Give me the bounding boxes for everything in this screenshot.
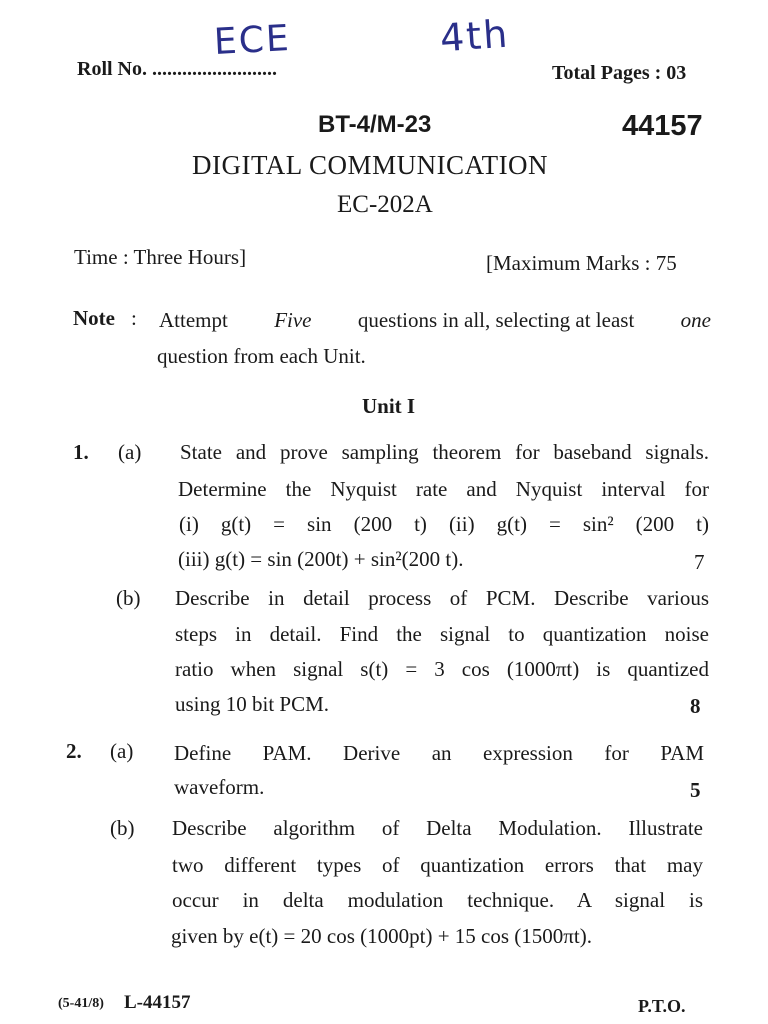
note-line-1 xyxy=(159,308,711,333)
question-2b-line-2: two different types of quantization errors that may xyxy=(172,853,703,877)
note-colon: : xyxy=(131,306,137,330)
exam-duration: Time : Three Hours] xyxy=(74,245,247,269)
question-2b-line-4: given by e(t) = 20 cos (1000pt) + 15 cos (1500πt). xyxy=(171,924,592,948)
question-1a-line-3: (i) g(t) = sin (200 t) (ii) g(t) = sin² (200 t) xyxy=(179,512,709,536)
note-five: Five xyxy=(274,308,312,332)
question-2a-line-1: Define PAM. Derive an expression for PAM xyxy=(174,741,704,765)
unit-heading: Unit I xyxy=(362,394,416,418)
question-1b-line-4: using 10 bit PCM. xyxy=(175,692,330,716)
question-2b-line-3: occur in delta modulation technique. A signal is xyxy=(172,888,703,912)
roll-number-field: Roll No. ......................... xyxy=(77,58,277,80)
handwritten-semester: 4th xyxy=(438,11,511,61)
note-selecting: questions in all, selecting at least xyxy=(357,308,635,332)
question-1a-label: (a) xyxy=(118,440,142,464)
question-1b-line-3: ratio when signal s(t) = 3 cos (1000πt) is quantized xyxy=(175,657,709,681)
paper-code: BT-4/M-23 xyxy=(318,111,432,138)
question-1b-line-2: steps in detail. Find the signal to quantization noise xyxy=(175,622,709,646)
question-1-number: 1. xyxy=(73,440,89,464)
note-attempt: Attempt xyxy=(159,308,228,332)
maximum-marks: [Maximum Marks : 75 xyxy=(486,251,677,275)
question-1a-line-2: Determine the Nyquist rate and Nyquist interval for xyxy=(178,477,709,501)
course-code: EC-202A xyxy=(337,191,433,218)
question-2a-line-2: waveform. xyxy=(174,775,265,799)
question-1b-marks: 8 xyxy=(690,694,701,718)
question-1b-line-1: Describe in detail process of PCM. Describe various xyxy=(175,586,709,610)
note-line-2: question from each Unit. xyxy=(157,344,366,368)
note-one: one xyxy=(680,308,711,332)
question-2b-line-1: Describe algorithm of Delta Modulation. Illustrate xyxy=(172,816,703,840)
footer-code: L-44157 xyxy=(124,992,191,1013)
total-pages: Total Pages : 03 xyxy=(552,62,687,84)
question-1a-line-4: (iii) g(t) = sin (200t) + sin²(200 t). xyxy=(178,547,464,571)
question-1a-line-1: State and prove sampling theorem for baseband signals. xyxy=(180,440,709,464)
paper-number: 44157 xyxy=(622,110,703,142)
question-1a-marks: 7 xyxy=(694,550,705,574)
handwritten-branch: ECE xyxy=(212,18,292,63)
question-2b-label: (b) xyxy=(110,816,135,840)
question-1b-label: (b) xyxy=(116,586,141,610)
question-2a-label: (a) xyxy=(110,739,134,763)
footer-code-small: (5-41/8) xyxy=(58,996,104,1011)
question-2-number: 2. xyxy=(66,739,82,763)
page-turn-over: P.T.O. xyxy=(638,996,686,1016)
subject-title: DIGITAL COMMUNICATION xyxy=(192,150,549,180)
note-label: Note xyxy=(73,306,115,330)
question-2a-marks: 5 xyxy=(690,778,701,802)
